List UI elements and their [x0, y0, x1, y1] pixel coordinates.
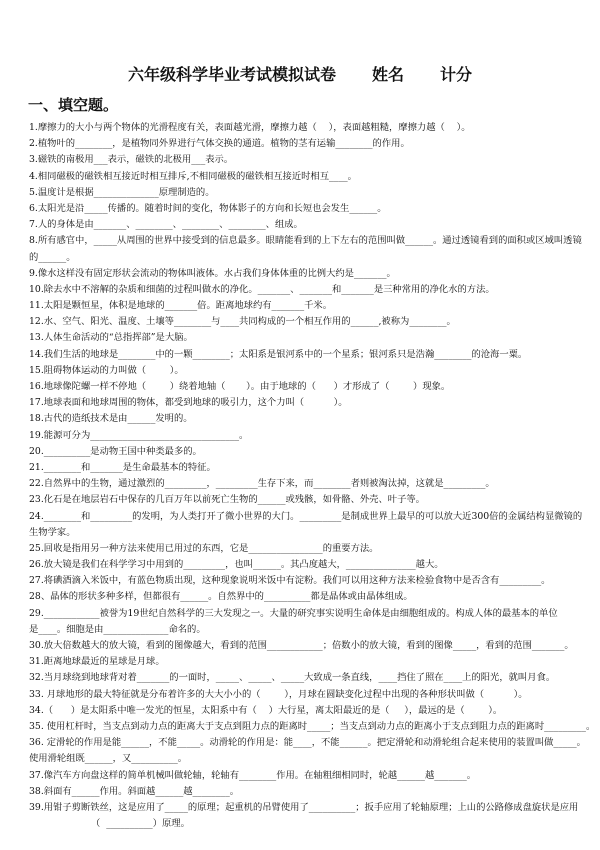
question-line: 23.化石是在地层岩石中保存的几百万年以前死亡生物的______或残骸，如骨骼、外壳、叶子等。: [29, 494, 425, 506]
question-line: 7.人的身体是由_______、________、________、________、组成。: [29, 219, 303, 231]
question-line: 1.摩擦力的大小与两个物体的光滑程度有关，表面越光滑，摩擦力越（ ），表面越粗糙，摩擦力越（ ）。: [29, 122, 471, 133]
question-line: 10.除去水中不溶解的杂质和细菌的过程叫做水的净化。_______、_______和_______是三种常用的净化水的方法。: [29, 283, 495, 295]
question-line: 4.相同磁极的磁铁相互接近时相互排斥,不相同磁极的磁铁相互接近时相互____。: [29, 170, 357, 182]
question-line: 33. 月球地形的最大特征就是分布着许多的大大小小的（ ），月球在圆缺变化过程中出现的各种形状叫做（ ）。: [29, 688, 528, 700]
question-line: 31.距离地球最近的星球是月球。: [29, 656, 165, 668]
exam-title: 六年级科学毕业考试模拟试卷: [127, 65, 336, 84]
question-line: 2.植物叶的________，是植物同外界进行气体交换的通道。植物的茎有运输________的作用。: [29, 138, 410, 150]
question-line: 34.（ ）是太阳系中唯一发光的恒星，太阳系中有（ ）大行星，离太阳最近的是（ ），最远的是（ ）。: [29, 704, 503, 716]
question-line: 24.________和_________的发明，为人类打开了微小世界的大门。_________是制成世界上最早的可以放大近300倍的金属结构显微镜的: [29, 510, 583, 522]
question-line: 17.地球表面和地球周围的物体，都受到地球的吸引力，这个力叫（ ）。: [29, 397, 348, 409]
name-label: 姓名: [371, 65, 404, 84]
question-line-continued: 的______。: [29, 251, 76, 263]
question-line: 14.我们生活的地球是________中的一颗________；太阳系是银河系中的一个星系；银河系只是浩瀚________的沧海一粟。: [29, 348, 528, 360]
question-line: 36. 定滑轮的作用是能______，不能_____。动滑轮的作用是：能____，不能______。把定滑轮和动滑轮组合起来使用的装置叫做_____。: [29, 737, 586, 749]
question-line: 20.__________是动物王国中种类最多的。: [29, 445, 202, 457]
question-line: 32.当月球绕到地球背对着_______的一面时，_____、_____、_____大致成一条直线，____挡住了照在____上的阳光，就叫月食。: [29, 672, 556, 684]
question-line: 3.磁铁的南极用___表示，磁铁的北极用___表示。: [29, 154, 234, 166]
question-line: 18.古代的造纸技术是由______发明的。: [29, 413, 193, 425]
question-line: 22.自然界中的生物，通过激烈的_________，_________生存下来，而________者则被淘汰掉，这就是_________。: [29, 478, 495, 490]
exam-title-bar: [0, 62, 600, 85]
question-line: 12.水、空气、阳光、温度、土壤等________与____共同构成的一个相互作用的______,被称为________。: [29, 316, 456, 328]
question-line: 38.斜面有______作用。斜面越______越________。: [29, 785, 240, 797]
question-line: 11.太阳是颗恒星，体积是地球的_______倍。距离地球约有_______千米。: [29, 300, 332, 312]
question-line: 37.像汽车方向盘这样的简单机械叫做轮轴，轮轴有________作用。在轴粗细相同时，轮越______越_______。: [29, 769, 477, 781]
question-line-continued: 生物学家。: [29, 526, 76, 538]
question-line: 9.像水这样没有固定形状会流动的物体叫液体。水占我们身体体重的比例大约是_______。: [29, 267, 396, 279]
question-line: 26.放大镜是我们在科学学习中用到的_________，也叫______。其凸度越大，_______________越大。: [29, 559, 444, 571]
question-line: 21.________和_______是生命最基本的特征。: [29, 461, 216, 473]
question-line: 13.人体生命活动的“总指挥部”是大脑。: [29, 332, 193, 344]
section-heading: 一、填空题。: [28, 96, 119, 114]
question-line: 5.温度计是根据______________原理制造的。: [29, 186, 215, 198]
question-line: 28、晶体的形状多种多样，但都很有______。自然界中的__________都是晶体或由晶体组成。: [29, 591, 413, 603]
question-list: [29, 120, 596, 832]
question-line: 6.太阳光是沿_____传播的。随着时间的变化，物体影子的方向和长短也会发生______。: [29, 202, 387, 214]
question-line: 29.____________被誉为19世纪自然科学的三大发现之一。大量的研究事实说明生命体是由细胞组成的。构成人体的最基本的单位: [29, 607, 558, 619]
question-line: 30.放大倍数越大的放大镜，看到的图像越大，看到的范围____________；倍数小的放大镜，看到的图像_____，看到的范围_______。: [29, 640, 574, 651]
question-line: 39.用钳子剪断铁丝，这是应用了_____的原理；起重机的吊臂使用了__________；扳手应用了轮轴原理；上山的公路修成盘旋状是应用: [29, 801, 579, 813]
question-line: 27.将碘酒滴入米饭中，有蓝色物质出现，这种现象说明米饭中有淀粉。我们可以用这种方法来检验食物中是否含有_________。: [29, 575, 551, 587]
question-line: 25.回收是指用另一种方法来使用已用过的东西，它是________________的重要方法。: [29, 542, 379, 554]
question-line: 16.地球像陀螺一样不停地（ ）绕着地轴（ ）。由于地球的（ ）才形成了（ ）现象。: [29, 381, 451, 392]
question-line: 35. 使用杠杆时，当支点到动力点的距离大于支点到阻力点的距离时_____；当支点到动力点的距离小于支点到阻力点的距离时_________。: [29, 720, 596, 732]
question-line-continued: （ __________）原理。: [91, 818, 190, 830]
question-line: 8.所有感官中，_____从周围的世界中接受到的信息最多。眼睛能看到的上下左右的范围叫做______。通过透镜看到的面积或区域叫透镜: [29, 235, 582, 247]
question-line-continued: 使用滑轮组既______，又__________。: [29, 753, 188, 765]
question-line-continued: 是____。细胞是由______________命名的。: [29, 623, 206, 635]
question-line: 15.阻碍物体运动的力叫做（ ）。: [29, 364, 184, 376]
score-label: 计分: [440, 65, 473, 84]
question-line: 19.能源可分为________________________________。: [29, 429, 249, 441]
